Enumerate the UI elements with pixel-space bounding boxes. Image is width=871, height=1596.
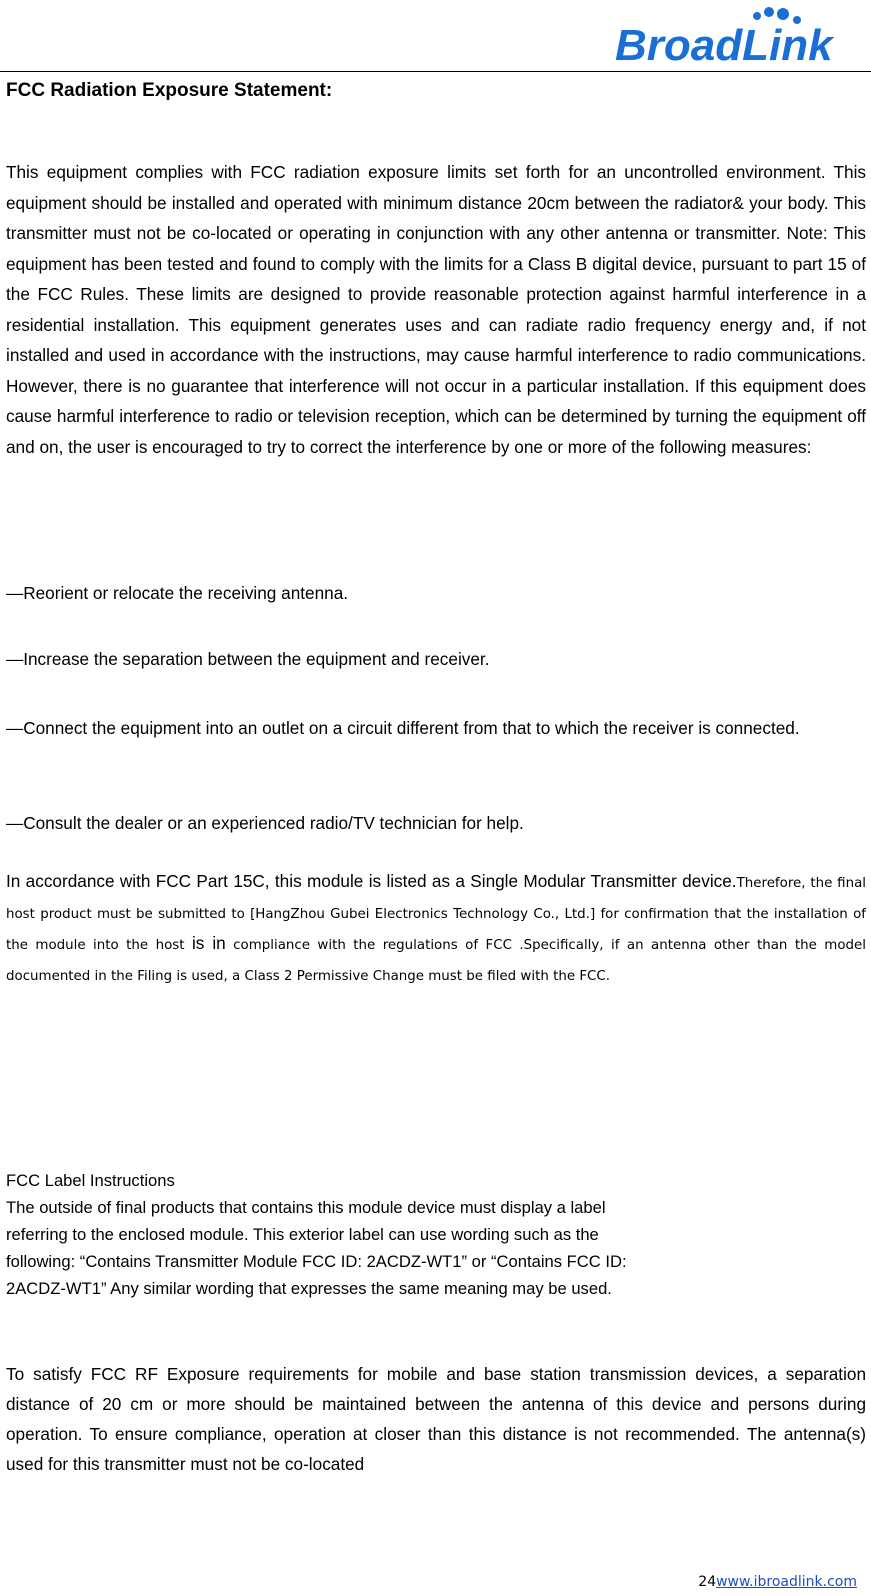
module-text-part4: compliance with the regulations of FCC .Specifically, if an antenna other than the model documented in the Filing is used, a Class 2 Permissive Change must be filed with the FCC. <box>6 938 866 984</box>
measure-item-4: —Consult the dealer or an experienced radio/TV technician for help. <box>6 813 524 833</box>
header-divider <box>0 71 871 72</box>
label-line-2: referring to the enclosed module. This exterior label can use wording such as the <box>6 1225 599 1244</box>
website-link[interactable]: www.ibroadlink.com <box>716 1574 857 1590</box>
label-line-3: following: “Contains Transmitter Module FCC ID: 2ACDZ-WT1” or “Contains FCC ID: <box>6 1252 627 1271</box>
measure-item-2: —Increase the separation between the equipment and receiver. <box>6 649 490 669</box>
rf-exposure-paragraph: To satisfy FCC RF Exposure requirements for mobile and base station transmission devices, a separation distance of 20 cm or more should be maintained between the antenna of this device and persons during operation. To ensure compliance, operation at closer than this distance is not recommended. The antenna(s) used for this transmitter must not be co-located <box>6 1364 866 1474</box>
page-footer <box>698 1574 857 1590</box>
label-line-4: 2ACDZ-WT1” Any similar wording that expresses the same meaning may be used. <box>6 1279 612 1298</box>
page-title: FCC Radiation Exposure Statement: <box>6 80 333 101</box>
module-text-part1: In accordance with FCC Part 15C, this module is listed as a Single Modular Transmitter device. <box>6 871 737 891</box>
module-text-part2: Therefore, the final host product must be submitted to [HangZhou Gubei Electronics Technology Co., Ltd.] for confirmation that the installation of the module into the host <box>6 876 866 953</box>
measure-item-1: —Reorient or relocate the receiving antenna. <box>6 583 349 603</box>
label-heading: FCC Label Instructions <box>6 1171 175 1190</box>
measure-item-3: —Connect the equipment into an outlet on a circuit different from that to which the receiver is connected. <box>6 718 800 738</box>
page-number: 24 <box>698 1574 717 1590</box>
module-paragraph <box>6 867 866 991</box>
statement-paragraph: This equipment complies with FCC radiation exposure limits set forth for an uncontrolled environment. This equipment should be installed and operated with minimum distance 20cm between the radiator& your body. This transmitter must not be co-located or operating in conjunction with any other antenna or transmitter. Note: This equipment has been tested and found to comply with the limits for a Class B digital device, pursuant to part 15 of the FCC Rules. These limits are designed to provide reasonable protection against harmful interference in a residential installation. This equipment generates uses and can radiate radio frequency energy and, if not installed and used in accordance with the instructions, may cause harmful interference to radio communications. However, there is no guarantee that interference will not occur in a particular installation. If this equipment does cause harmful interference to radio or television reception, which can be determined by turning the equipment off and on, the user is encouraged to try to correct the interference by one or more of the following measures: <box>6 162 866 457</box>
module-text-part3: is in <box>191 933 226 953</box>
label-instructions <box>6 1167 866 1302</box>
logo-text: BroadLink <box>615 21 833 66</box>
label-line-1: The outside of final products that contains this module device must display a label <box>6 1198 606 1217</box>
broadlink-logo <box>601 0 861 66</box>
